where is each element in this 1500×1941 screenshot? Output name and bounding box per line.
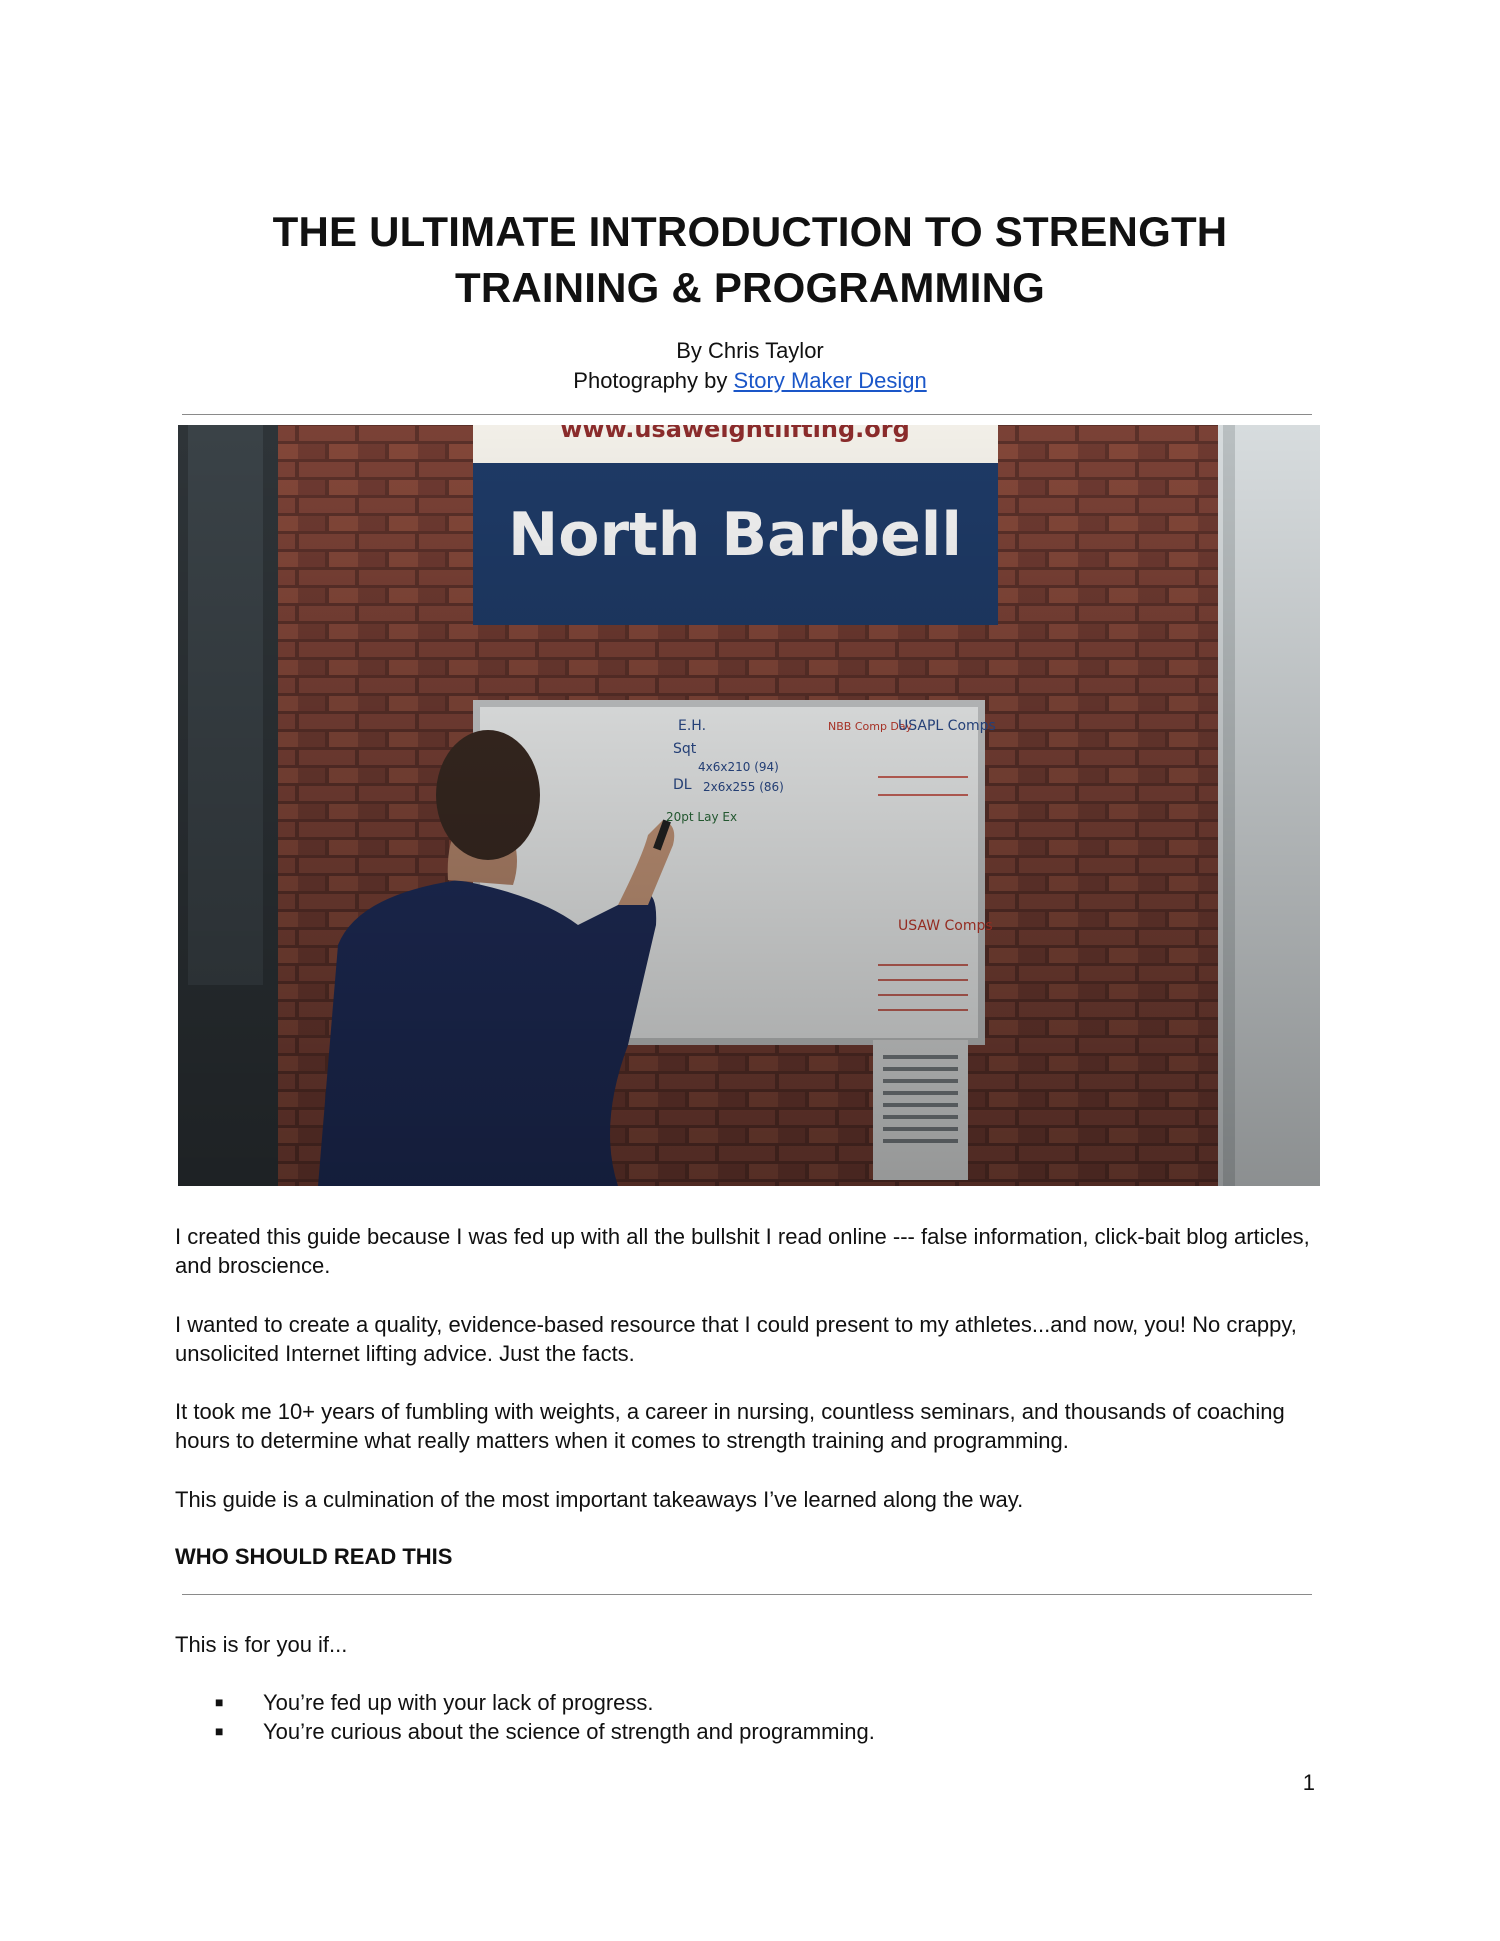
intro-paragraph-2: I wanted to create a quality, evidence-based resource that I could present to my athletes...and now, you! No crappy, unsolicited Internet lifting advice. Just the facts. [175,1312,1297,1366]
intro-paragraph-4: This guide is a culmination of the most important takeaways I’ve learned along the way. [175,1487,1024,1512]
bullet-marker: ■ [215,1694,224,1710]
list-item [175,1717,1325,1746]
intro-paragraph-1: I created this guide because I was fed up with all the bullshit I read online --- false information, click-bait blog articles, and broscience. [175,1224,1310,1278]
document-title [180,204,1320,316]
title-line-2: TRAINING & PROGRAMMING [454,264,1046,312]
list-item-text: You’re fed up with your lack of progress. [263,1690,654,1715]
bullet-list [175,1688,1325,1746]
intro-paragraph-3: It took me 10+ years of fumbling with weights, a career in nursing, countless seminars, and thousands of coaching hours to determine what really matters when it comes to strength training and programming. [175,1399,1285,1453]
divider-top [182,414,1312,415]
bullet-marker: ■ [215,1723,224,1739]
hero-photo [178,425,1320,1186]
photo-credit-prefix: Photography by [573,368,734,393]
title-line-1: THE ULTIMATE INTRODUCTION TO STRENGTH [272,208,1228,256]
page-number: 1 [1302,1770,1315,1795]
author-line: By Chris Taylor [676,338,824,363]
list-item-text: You’re curious about the science of strength and programming. [263,1719,875,1744]
divider-section [182,1594,1312,1595]
list-item [175,1688,1325,1717]
byline [180,336,1320,396]
section-heading: WHO SHOULD READ THIS [175,1544,453,1569]
photo-credit-link[interactable]: Story Maker Design [733,368,927,393]
photo-credit-line [180,366,1320,396]
section-intro: This is for you if... [175,1632,348,1657]
